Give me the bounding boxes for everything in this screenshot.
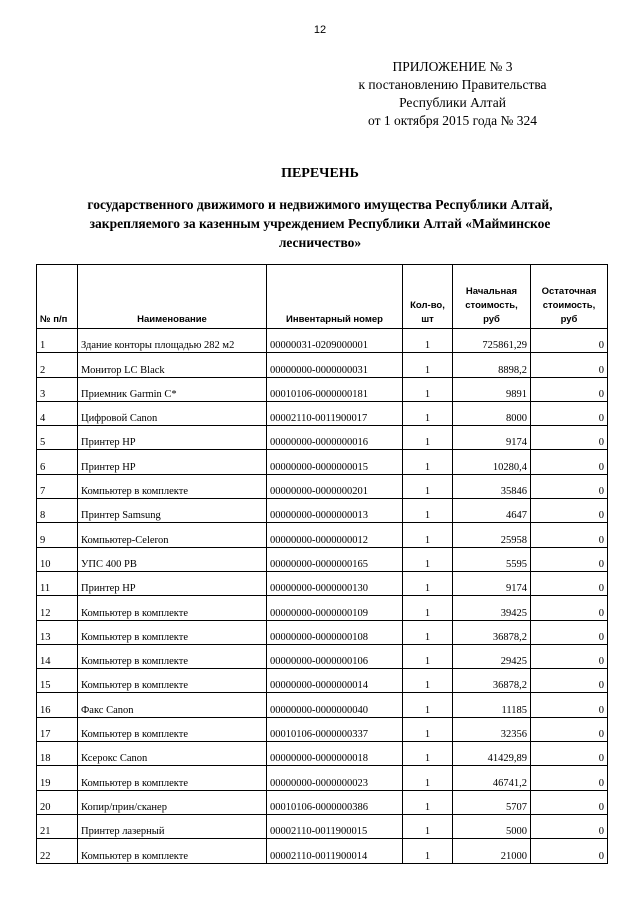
table-row xyxy=(37,693,608,717)
cell-residual-cost: 0 xyxy=(531,499,608,523)
cell-residual-cost: 0 xyxy=(531,426,608,450)
cell-inventory-number: 00000000-0000000130 xyxy=(267,571,403,595)
appendix-region-line: Республики Алтай xyxy=(399,95,506,110)
cell-name: Здание конторы площадью 282 м2 xyxy=(78,329,267,353)
header-number: № п/п xyxy=(37,265,78,329)
cell-number: 1 xyxy=(37,329,78,353)
table-row xyxy=(37,596,608,620)
table-row xyxy=(37,450,608,474)
table-row xyxy=(37,742,608,766)
cell-residual-cost: 0 xyxy=(531,450,608,474)
cell-quantity: 1 xyxy=(403,839,453,863)
cell-residual-cost: 0 xyxy=(531,329,608,353)
cell-name: Компьютер в комплекте xyxy=(78,669,267,693)
cell-initial-cost: 8000 xyxy=(453,401,531,425)
cell-name: Приемник Garmin C* xyxy=(78,377,267,401)
cell-name: Копир/прин/сканер xyxy=(78,790,267,814)
cell-residual-cost: 0 xyxy=(531,742,608,766)
cell-residual-cost: 0 xyxy=(531,693,608,717)
cell-initial-cost: 36878,2 xyxy=(453,620,531,644)
table-row xyxy=(37,499,608,523)
cell-initial-cost: 35846 xyxy=(453,474,531,498)
cell-inventory-number: 00000000-0000000109 xyxy=(267,596,403,620)
cell-initial-cost: 11185 xyxy=(453,693,531,717)
table-row xyxy=(37,401,608,425)
document-subtitle xyxy=(40,195,600,252)
table-row xyxy=(37,353,608,377)
cell-initial-cost: 21000 xyxy=(453,839,531,863)
cell-quantity: 1 xyxy=(403,766,453,790)
cell-inventory-number: 00002110-0011900014 xyxy=(267,839,403,863)
cell-initial-cost: 41429,89 xyxy=(453,742,531,766)
cell-number: 16 xyxy=(37,693,78,717)
cell-initial-cost: 32356 xyxy=(453,717,531,741)
cell-number: 19 xyxy=(37,766,78,790)
header-initial-cost: Начальная стоимость, руб xyxy=(453,265,531,329)
cell-quantity: 1 xyxy=(403,693,453,717)
cell-quantity: 1 xyxy=(403,620,453,644)
cell-quantity: 1 xyxy=(403,571,453,595)
subtitle-line: закрепляемого за казенным учреждением Республики Алтай «Майминское xyxy=(89,216,551,231)
cell-initial-cost: 5595 xyxy=(453,547,531,571)
cell-number: 2 xyxy=(37,353,78,377)
cell-initial-cost: 9174 xyxy=(453,426,531,450)
cell-inventory-number: 00010106-0000000181 xyxy=(267,377,403,401)
cell-residual-cost: 0 xyxy=(531,669,608,693)
cell-initial-cost: 5000 xyxy=(453,814,531,838)
cell-inventory-number: 00000000-0000000023 xyxy=(267,766,403,790)
cell-number: 7 xyxy=(37,474,78,498)
cell-inventory-number: 00000000-0000000106 xyxy=(267,644,403,668)
cell-number: 17 xyxy=(37,717,78,741)
cell-name: Ксерокс Canon xyxy=(78,742,267,766)
cell-quantity: 1 xyxy=(403,790,453,814)
cell-inventory-number: 00010106-0000000386 xyxy=(267,790,403,814)
header-inventory-number: Инвентарный номер xyxy=(267,265,403,329)
cell-initial-cost: 9174 xyxy=(453,571,531,595)
cell-name: Компьютер в комплекте xyxy=(78,644,267,668)
subtitle-line: государственного движимого и недвижимого имущества Республики Алтай, xyxy=(87,197,553,212)
cell-inventory-number: 00000000-0000000014 xyxy=(267,669,403,693)
cell-name: Принтер лазерный xyxy=(78,814,267,838)
cell-residual-cost: 0 xyxy=(531,523,608,547)
appendix-block xyxy=(330,58,575,130)
cell-name: Принтер Samsung xyxy=(78,499,267,523)
cell-name: Компьютер в комплекте xyxy=(78,474,267,498)
cell-residual-cost: 0 xyxy=(531,814,608,838)
cell-inventory-number: 00000031-0209000001 xyxy=(267,329,403,353)
cell-number: 12 xyxy=(37,596,78,620)
cell-inventory-number: 00002110-0011900015 xyxy=(267,814,403,838)
page-number: 12 xyxy=(313,24,327,36)
cell-initial-cost: 8898,2 xyxy=(453,353,531,377)
cell-quantity: 1 xyxy=(403,353,453,377)
header-quantity: Кол-во, шт xyxy=(403,265,453,329)
cell-name: Компьютер-Celeron xyxy=(78,523,267,547)
cell-number: 15 xyxy=(37,669,78,693)
cell-initial-cost: 9891 xyxy=(453,377,531,401)
cell-residual-cost: 0 xyxy=(531,353,608,377)
cell-name: Компьютер в комплекте xyxy=(78,596,267,620)
cell-initial-cost: 5707 xyxy=(453,790,531,814)
table-row xyxy=(37,329,608,353)
cell-initial-cost: 4647 xyxy=(453,499,531,523)
cell-residual-cost: 0 xyxy=(531,839,608,863)
cell-residual-cost: 0 xyxy=(531,377,608,401)
header-name: Наименование xyxy=(78,265,267,329)
table-header-row xyxy=(37,265,608,329)
cell-number: 5 xyxy=(37,426,78,450)
cell-quantity: 1 xyxy=(403,426,453,450)
subtitle-line: лесничество» xyxy=(278,235,362,250)
table-row xyxy=(37,426,608,450)
cell-name: Компьютер в комплекте xyxy=(78,717,267,741)
cell-residual-cost: 0 xyxy=(531,644,608,668)
cell-residual-cost: 0 xyxy=(531,790,608,814)
table-row xyxy=(37,377,608,401)
table-row xyxy=(37,474,608,498)
cell-quantity: 1 xyxy=(403,377,453,401)
cell-name: Принтер HP xyxy=(78,426,267,450)
appendix-resolution-line: к постановлению Правительства xyxy=(358,77,547,92)
cell-inventory-number: 00010106-0000000337 xyxy=(267,717,403,741)
cell-quantity: 1 xyxy=(403,547,453,571)
cell-quantity: 1 xyxy=(403,596,453,620)
cell-number: 14 xyxy=(37,644,78,668)
cell-residual-cost: 0 xyxy=(531,547,608,571)
table-row xyxy=(37,571,608,595)
cell-quantity: 1 xyxy=(403,401,453,425)
cell-residual-cost: 0 xyxy=(531,474,608,498)
cell-quantity: 1 xyxy=(403,329,453,353)
cell-number: 3 xyxy=(37,377,78,401)
cell-name: Принтер HP xyxy=(78,450,267,474)
cell-quantity: 1 xyxy=(403,523,453,547)
table-row xyxy=(37,620,608,644)
cell-residual-cost: 0 xyxy=(531,620,608,644)
table-row xyxy=(37,766,608,790)
cell-number: 18 xyxy=(37,742,78,766)
cell-number: 22 xyxy=(37,839,78,863)
cell-quantity: 1 xyxy=(403,814,453,838)
cell-number: 8 xyxy=(37,499,78,523)
table-row xyxy=(37,644,608,668)
cell-quantity: 1 xyxy=(403,644,453,668)
cell-residual-cost: 0 xyxy=(531,571,608,595)
cell-inventory-number: 00000000-0000000165 xyxy=(267,547,403,571)
cell-number: 11 xyxy=(37,571,78,595)
cell-inventory-number: 00000000-0000000012 xyxy=(267,523,403,547)
cell-inventory-number: 00000000-0000000031 xyxy=(267,353,403,377)
cell-name: Компьютер в комплекте xyxy=(78,766,267,790)
cell-inventory-number: 00000000-0000000108 xyxy=(267,620,403,644)
cell-initial-cost: 725861,29 xyxy=(453,329,531,353)
cell-initial-cost: 39425 xyxy=(453,596,531,620)
cell-quantity: 1 xyxy=(403,742,453,766)
cell-name: Компьютер в комплекте xyxy=(78,620,267,644)
cell-number: 4 xyxy=(37,401,78,425)
cell-initial-cost: 46741,2 xyxy=(453,766,531,790)
cell-number: 21 xyxy=(37,814,78,838)
table-row xyxy=(37,839,608,863)
table-row xyxy=(37,814,608,838)
cell-initial-cost: 36878,2 xyxy=(453,669,531,693)
cell-name: Принтер HP xyxy=(78,571,267,595)
cell-initial-cost: 10280,4 xyxy=(453,450,531,474)
cell-number: 13 xyxy=(37,620,78,644)
cell-residual-cost: 0 xyxy=(531,717,608,741)
cell-initial-cost: 29425 xyxy=(453,644,531,668)
cell-inventory-number: 00000000-0000000015 xyxy=(267,450,403,474)
cell-name: УПС 400 PB xyxy=(78,547,267,571)
appendix-date-line: от 1 октября 2015 года № 324 xyxy=(368,113,537,128)
cell-inventory-number: 00000000-0000000018 xyxy=(267,742,403,766)
cell-name: Монитор LC Black xyxy=(78,353,267,377)
cell-inventory-number: 00000000-0000000016 xyxy=(267,426,403,450)
cell-quantity: 1 xyxy=(403,669,453,693)
cell-quantity: 1 xyxy=(403,474,453,498)
cell-number: 20 xyxy=(37,790,78,814)
cell-name: Цифровой Canon xyxy=(78,401,267,425)
cell-residual-cost: 0 xyxy=(531,401,608,425)
table-row xyxy=(37,547,608,571)
cell-inventory-number: 00002110-0011900017 xyxy=(267,401,403,425)
cell-number: 9 xyxy=(37,523,78,547)
cell-quantity: 1 xyxy=(403,717,453,741)
table-row xyxy=(37,669,608,693)
table-row xyxy=(37,523,608,547)
cell-name: Факс Canon xyxy=(78,693,267,717)
cell-number: 6 xyxy=(37,450,78,474)
appendix-title: ПРИЛОЖЕНИЕ № 3 xyxy=(392,59,513,74)
cell-number: 10 xyxy=(37,547,78,571)
table-row xyxy=(37,790,608,814)
header-residual-cost: Остаточная стоимость, руб xyxy=(531,265,608,329)
document-title: ПЕРЕЧЕНЬ xyxy=(281,166,359,181)
cell-inventory-number: 00000000-0000000013 xyxy=(267,499,403,523)
cell-quantity: 1 xyxy=(403,450,453,474)
cell-name: Компьютер в комплекте xyxy=(78,839,267,863)
cell-residual-cost: 0 xyxy=(531,766,608,790)
table-row xyxy=(37,717,608,741)
cell-quantity: 1 xyxy=(403,499,453,523)
inventory-table xyxy=(36,264,608,864)
cell-inventory-number: 00000000-0000000040 xyxy=(267,693,403,717)
cell-initial-cost: 25958 xyxy=(453,523,531,547)
cell-residual-cost: 0 xyxy=(531,596,608,620)
cell-inventory-number: 00000000-0000000201 xyxy=(267,474,403,498)
